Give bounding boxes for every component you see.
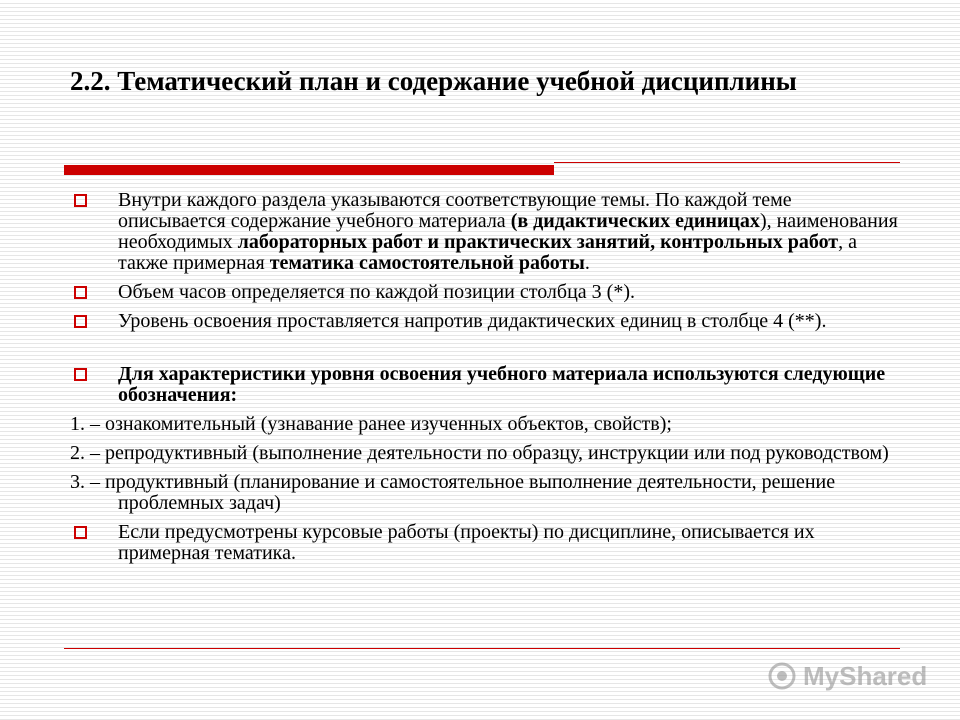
title-underline-line — [554, 162, 900, 163]
square-bullet-icon — [74, 526, 87, 539]
bullet-text: Уровень освоения проставляется напротив дидактических единиц в столбце 4 (**). — [118, 310, 827, 332]
bullet-bold-text: (в дидактических единицах — [510, 210, 760, 232]
slide-body — [70, 190, 900, 572]
title-underline-bar — [64, 165, 554, 175]
bullet-text: Внутри каждого раздела указываются соответствующие темы. По каждой теме описывается содержание учебного материала — [118, 189, 792, 232]
watermark-logo — [767, 660, 927, 692]
footer-line — [64, 648, 900, 649]
square-bullet-icon — [74, 194, 87, 207]
level-item-2: 2. – репродуктивный (выполнение деятельности по образцу, инструкции или под руководством) — [70, 442, 889, 464]
bullet-bold-text: Для характеристики уровня освоения учебного материала используются следующие обозначения: — [118, 363, 886, 406]
bullet-text: Если предусмотрены курсовые работы (проекты) по дисциплине, описывается их примерная тематика. — [118, 521, 815, 564]
watermark-text: MyShared — [803, 660, 928, 691]
bullet-text: , а также примерная — [118, 231, 858, 274]
bullet-sections-topics — [70, 190, 900, 274]
level-item-1: 1. – ознакомительный (узнавание ранее изученных объектов, свойств); — [70, 413, 672, 435]
bullet-bold-text: лабораторных работ и практических занятий, контрольных работ — [237, 231, 839, 253]
myshared-logo-icon — [767, 661, 797, 691]
bullet-hours — [70, 282, 900, 303]
level-item-3: 3. – продуктивный (планирование и самостоятельное выполнение деятельности, решение проблемных задач) — [70, 471, 836, 514]
bullet-text: ), наименования необходимых — [118, 210, 898, 253]
square-bullet-icon — [74, 286, 87, 299]
bullet-mastery-level — [70, 311, 900, 332]
bullet-bold-text: тематика самостоятельной работы — [269, 252, 585, 274]
square-bullet-icon — [74, 368, 87, 381]
bullet-level-designations — [70, 364, 900, 406]
bullet-coursework — [70, 522, 900, 564]
square-bullet-icon — [74, 315, 87, 328]
slide-title: 2.2. Тематический план и содержание учебной дисциплины — [70, 66, 797, 96]
bullet-text: . — [584, 252, 590, 274]
bullet-text: Объем часов определяется по каждой позиции столбца 3 (*). — [118, 281, 635, 303]
